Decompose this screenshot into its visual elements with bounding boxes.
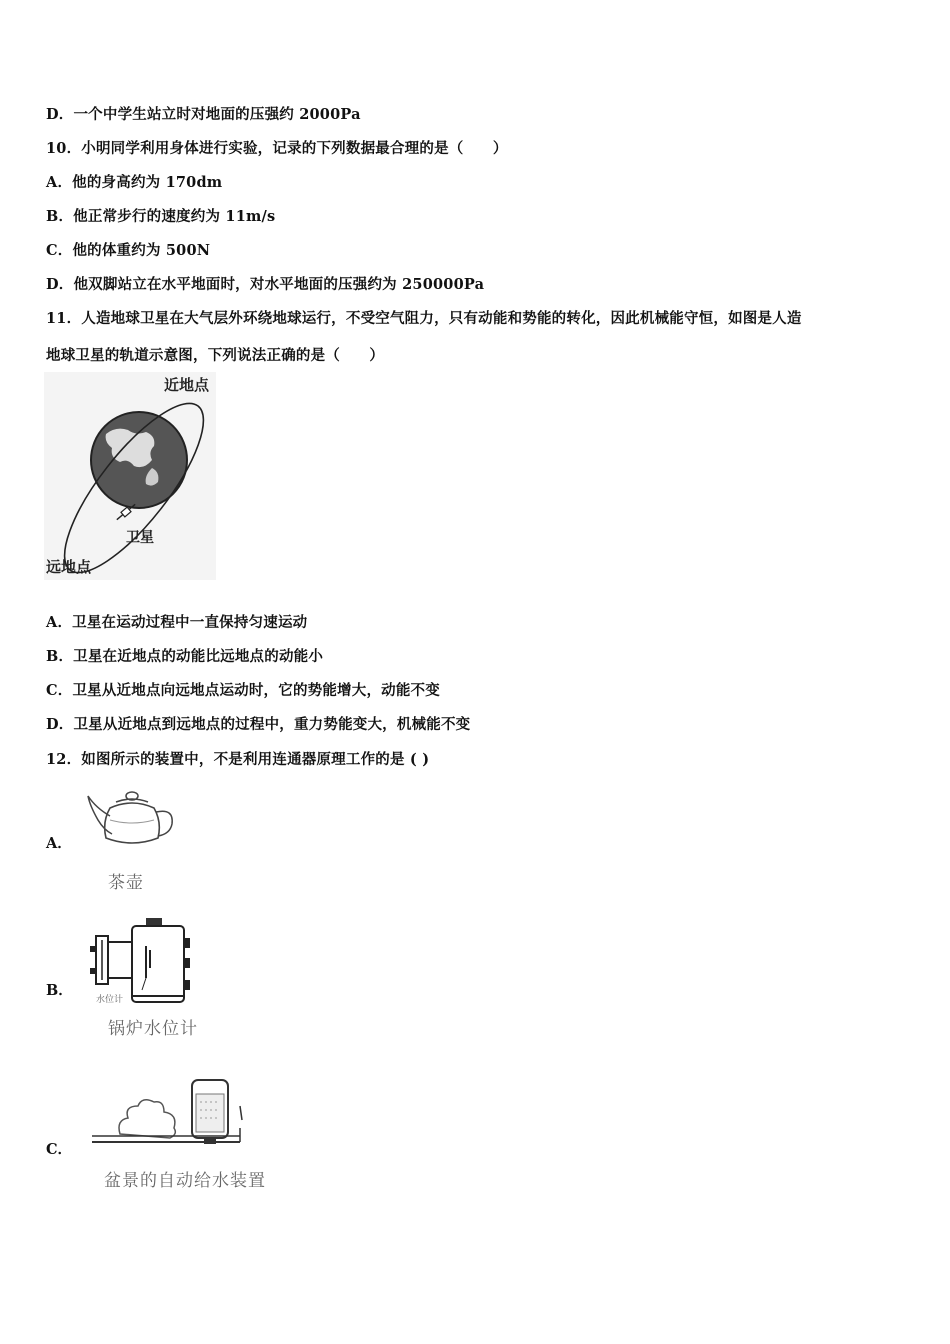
q10-option-d: D．他双脚站立在水平地面时，对水平地面的压强约为 250000Pa [46,276,485,293]
q11-stem-line1: 11．人造地球卫星在大气层外环绕地球运行，不受空气阻力，只有动能和势能的转化，因此机械能守恒，如图是人造 [46,310,802,327]
q12-option-b-small-label: 水位计 [96,995,124,1005]
q12-stem: 12．如图所示的装置中，不是利用连通器原理工作的是 ( ) [46,751,430,768]
q10-option-c: C．他的体重约为 500N [46,242,211,259]
q12-option-a-letter: A． [46,835,72,852]
q11-option-b: B．卫星在近地点的动能比远地点的动能小 [46,648,324,665]
q11-option-a: A．卫星在运动过程中一直保持匀速运动 [46,614,308,631]
q12-option-b-caption: 锅炉水位计 [108,1019,198,1039]
q11-stem-line2: 地球卫星的轨道示意图，下列说法正确的是（ ） [46,347,385,364]
plant-watering-icon [90,1076,250,1152]
teapot-icon [80,786,190,854]
q11-option-d: D．卫星从近地点到远地点的过程中，重力势能变大，机械能不变 [46,716,471,733]
q12-option-c-letter: C． [46,1141,73,1158]
q10-option-b: B．他正常步行的速度约为 11m/s [46,208,276,225]
label-apogee: 远地点 [46,558,92,576]
plant-watering-figure [90,1076,250,1152]
q12-option-c-caption: 盆景的自动给水装置 [104,1171,266,1191]
orbit-diagram [44,372,216,580]
teapot-figure [80,786,190,854]
satellite-orbit-figure [44,372,216,580]
q12-option-a-caption: 茶壶 [108,873,144,893]
q12-option-b-letter: B． [46,982,73,999]
q10-option-a: A．他的身高约为 170dm [46,174,223,191]
q11-option-c: C．卫星从近地点向远地点运动时，它的势能增大，动能不变 [46,682,440,699]
label-satellite: 卫星 [126,530,154,546]
q9-option-d: D．一个中学生站立时对地面的压强约 2000Pa [46,106,361,123]
label-perigee: 近地点 [164,376,210,394]
q10-stem: 10．小明同学利用身体进行实验，记录的下列数据最合理的是（ ） [46,140,508,157]
